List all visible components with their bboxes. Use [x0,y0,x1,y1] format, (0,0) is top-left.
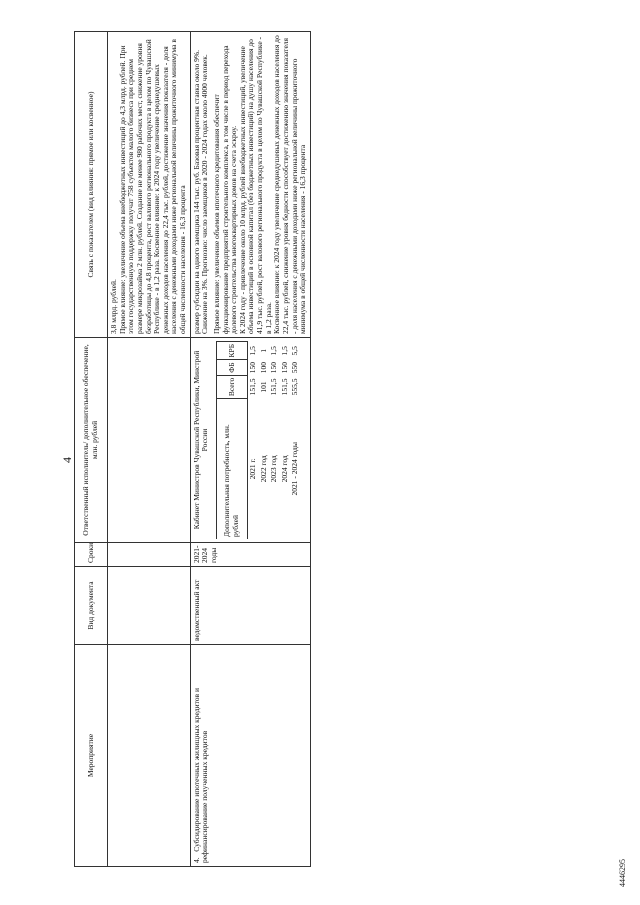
row4-terms: 2021-2024 годы [190,543,310,567]
continued-link-cell: 3,8 млрд. рублей. Прямое влияние: увеличение объема внебюджетных инвестиций до 4,3 млрд. рублей. При этом государственную поддержку получат 758 субъектов малого бизнеса при среднем размере микрозайма 2 млн. рублей. Создание не менее 980 рабочих мест, снижение уровня безработицы до 4,8 процента, рост валового регионального продукта в целом по Чувашской Республике - в 1,2 раза. Косвенное влияние: к 2024 году увеличение среднедушевых денежных доходов населения до 22,4 тыс. рублей, достижение значения показателя - доля населения с денежными доходами ниже региональной величины прожиточного минимума в общей численности населения - 16,3 процента [108,32,191,338]
header-doc-type: Вид документа [75,567,108,645]
financing-row: 2021 г. 151,5 150 1,5 [247,346,257,480]
row4-link-cell [190,32,310,338]
table-row-continued [108,32,191,867]
fin-header-fb: ФБ [216,360,247,375]
financing-table [216,341,301,539]
row4-event-cell [190,645,310,867]
header-executor: Ответственный исполнитель/ дополнительное обеспечение, млн. рублей [75,338,108,543]
financing-row: 2023 год 151,5 150 1,5 [269,346,279,483]
fin-header-lead: Дополнительная потребность, млн. рублей [216,399,247,539]
row4-executor: Кабинет Министров Чувашской Республики, Минстрой России [191,350,210,530]
measures-table [74,31,311,867]
row4-num: 4. [191,857,201,863]
financing-header [216,342,247,540]
table-row-4 [190,32,310,867]
document-id: 4446295 [618,859,627,887]
financing-row: 2022 год 101 100 1 [258,348,268,483]
header-event: Мероприятие [75,645,108,867]
page-number: 4 [60,457,74,463]
fin-header-total: Всего [216,375,247,398]
header-link: Связь с показателем (вид влияния: прямое или косвенное) [75,32,108,338]
row4-executor-cell [190,338,310,543]
row4-link-b: Прямое влияние: увеличение объемов ипотечного кредитования обеспечит функционирование предприятий строительного комплекса, в том числе в период перехода долевого строительства многоквартирных домов на счета эскроу. К 2024 году - привлечение около 10 млрд. рублей внебюджетных инвестиций, увеличение объема инвестиций в основной капитал (без бюджетных инвестиций) на душу населения до 41,9 тыс. рублей, рост валового регионального продукта в целом по Чувашской Республике - в 1,2 раза. Косвенное влияние: к 2024 году увеличение среднедушевых денежных доходов населения до 22,4 тыс. рублей, снижение уровня бедности способствует достижению значения показателя - доля населения с денежными доходами ниже региональной величины прожиточного минимума в общей численности населения - 16,3 процента [211,35,308,334]
row4-doc-type: ведомственный акт [190,567,310,645]
header-terms: Сроки [75,543,108,567]
financing-row: 2021 - 2024 годы 555,5 550 5,5 [290,346,300,496]
row4-event: Субсидирование ипотечных жилищных кредитов и рефинансирование полученных кредитов [191,688,210,863]
fin-header-krb: КРБ [216,342,247,360]
table-header-row [75,32,108,867]
row4-link-a: размер субсидии на одного заемщика 144 тыс. руб. Базовая процентная ставка около 9%. Снижение на 3%. Прогнозно: число заемщиков в 2020 - 2024 годах около 4000 человек. [191,50,210,334]
financing-row: 2024 год 151,5 150 1,5 [279,346,289,483]
